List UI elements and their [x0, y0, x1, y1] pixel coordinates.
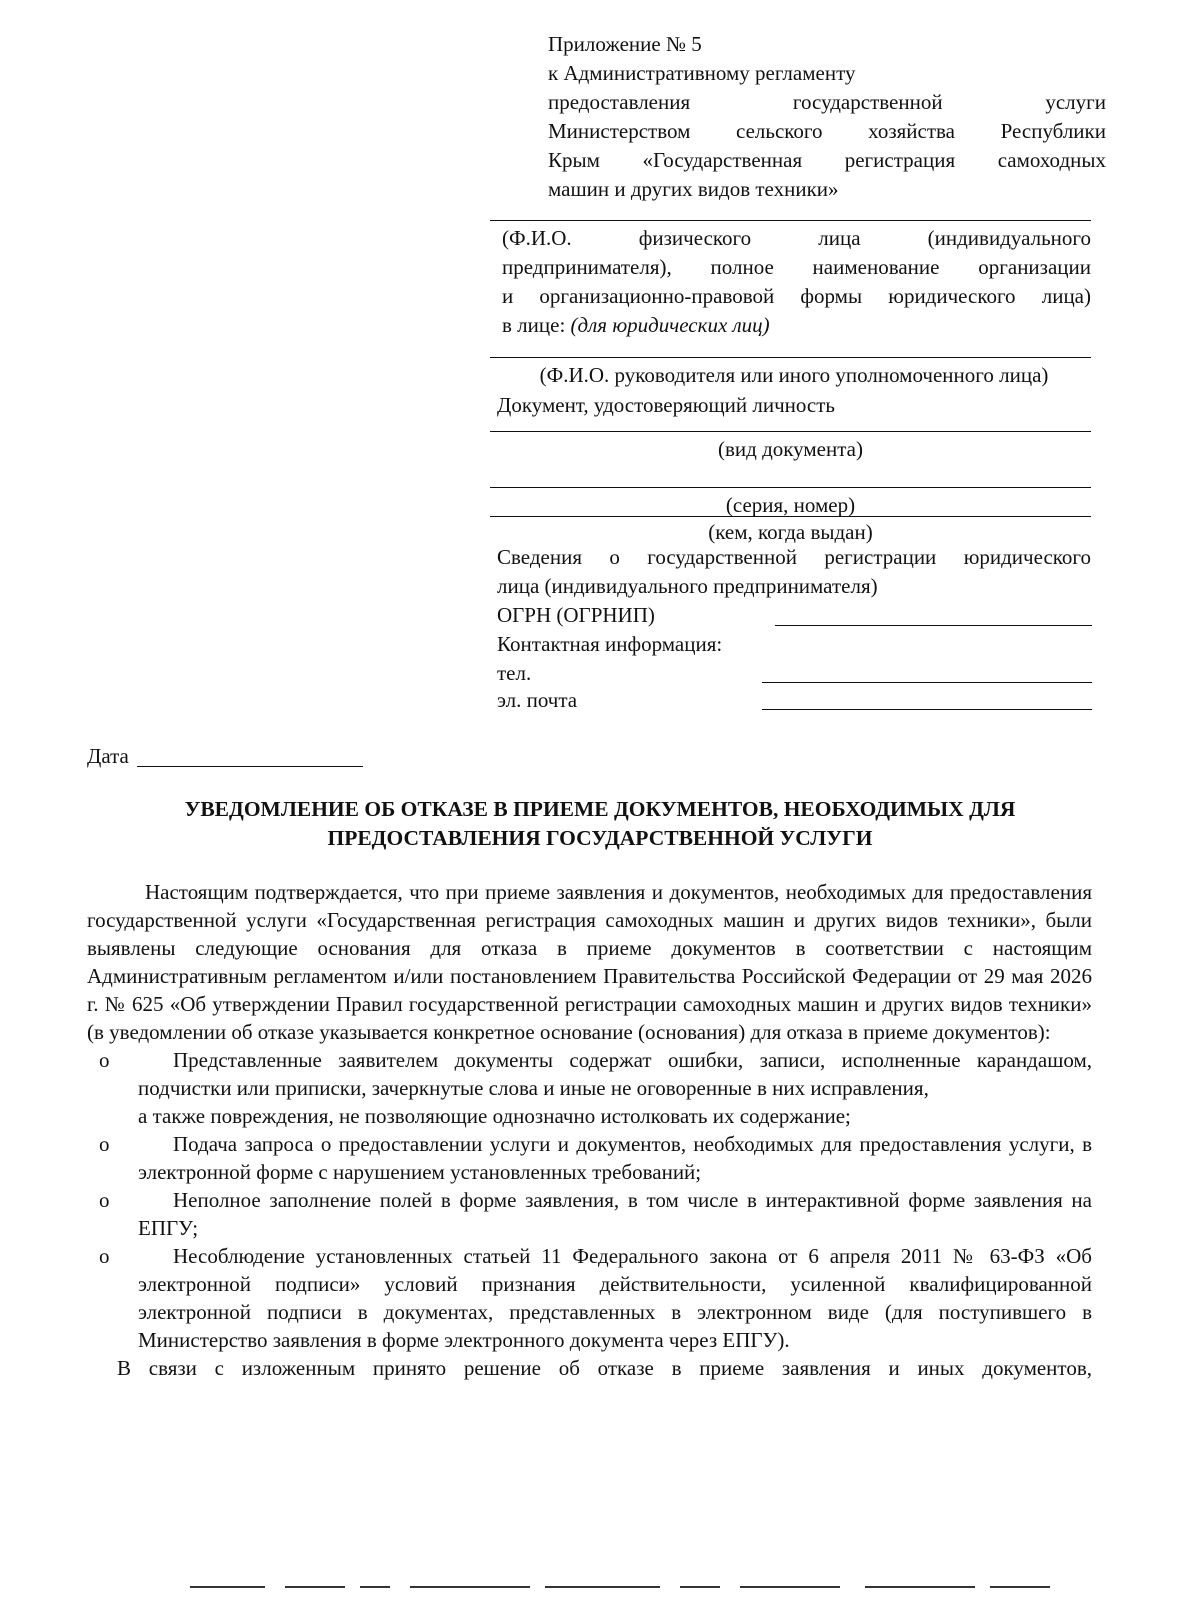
registration-info [497, 543, 1091, 601]
head-fio-line[interactable] [490, 357, 1091, 358]
notice-title [60, 795, 1140, 853]
reg-info-line: Сведения о государственной регистрации юридического [497, 545, 1091, 569]
cutoff-line [285, 1586, 345, 1588]
applicant-fio-caption [502, 224, 1091, 340]
head-fio-block [497, 360, 1091, 420]
reason-continuation: а также повреждения, не позволяющие однозначно истолковать их содержание; [138, 1104, 851, 1128]
title-line-2: ПРЕДОСТАВЛЕНИЯ ГОСУДАРСТВЕННОЙ УСЛУГИ [327, 826, 873, 850]
series-number-caption: (серия, номер) [725, 493, 856, 517]
ogrn-label: ОГРН (ОГРНИП) [497, 603, 655, 627]
refusal-reason [87, 1046, 1092, 1130]
final-paragraph: В связи с изложенным принято решение об отказе в приеме заявления и иных документов, [117, 1356, 1092, 1380]
phone-field[interactable] [762, 682, 1092, 683]
in-person-label: в лице: [502, 313, 571, 337]
appendix-line: машин и других видов техники» [548, 177, 839, 201]
cutoff-line [990, 1586, 1050, 1588]
reg-info-line: лица (индивидуального предпринимателя) [497, 574, 878, 598]
bullet: o [99, 1244, 110, 1268]
date-label: Дата [87, 744, 129, 768]
cutoff-line [545, 1586, 660, 1588]
cutoff-line [190, 1586, 265, 1588]
appendix-line: предоставления государственной услуги [548, 90, 1106, 114]
bullet: o [99, 1132, 110, 1156]
id-document-label: Документ, удостоверяющий личность [497, 393, 835, 417]
cutoff-line [680, 1586, 720, 1588]
appendix-header [548, 30, 1106, 204]
bullet: o [99, 1048, 110, 1072]
doc-type-line[interactable] [490, 431, 1091, 432]
appendix-line: к Административному регламенту [548, 61, 856, 85]
applicant-name-line[interactable] [490, 220, 1091, 221]
intro-paragraph: Настоящим подтверждается, что при приеме заявления и документов, необходимых для предоставления государственной услуги «Государственная регистрация самоходных машин и других видов техники», были выявлены следующие основания для отказа в приеме документов в соответствии с настоящим Административным регламентом и/или постановлением Правительства Российской Федерации от 29 мая 2026 г. № 625 «Об утверждении Правил государственной регистрации самоходных машин и других видов техники» (в уведомлении об отказе указывается конкретное основание (основания) для отказа в приеме документов): [87, 880, 1092, 1044]
refusal-reason [87, 1186, 1092, 1242]
in-person-note: (для юридических лиц) [570, 313, 770, 337]
refusal-reason [87, 1242, 1092, 1354]
cutoff-line [410, 1586, 530, 1588]
contact-label: Контактная информация: [497, 632, 723, 656]
fio-caption-line: (Ф.И.О. физического лица (индивидуального [502, 226, 1091, 250]
email-field[interactable] [762, 709, 1092, 710]
reason-text: Неполное заполнение полей в форме заявления, в том числе в интерактивной форме заявления на ЕПГУ; [138, 1188, 1092, 1240]
in-person-line [502, 311, 1091, 340]
doc-type-caption: (вид документа) [718, 437, 863, 461]
reason-text: Представленные заявителем документы содержат ошибки, записи, исполненные карандашом, подчистки или приписки, зачеркнутые слова и иные не оговоренные в них исправления, [138, 1048, 1092, 1100]
reason-text: Несоблюдение установленных статьей 11 Федерального закона от 6 апреля 2011 № 63-ФЗ «Об электронной подписи» условий признания действительности, усиленной квалифицированной электронной подписи в документах, представленных в электронном виде (для поступившего в Министерство заявления в форме электронного документа через ЕПГУ). [138, 1244, 1092, 1352]
refusal-reasons-list [87, 1046, 1092, 1354]
bullet: o [99, 1188, 110, 1212]
notice-body [87, 878, 1092, 1382]
date-field[interactable] [137, 766, 363, 767]
series-number-line[interactable] [490, 487, 1091, 488]
refusal-reason [87, 1130, 1092, 1186]
title-line-1: УВЕДОМЛЕНИЕ ОБ ОТКАЗЕ В ПРИЕМЕ ДОКУМЕНТОВ, НЕОБХОДИМЫХ ДЛЯ [184, 797, 1016, 821]
cutoff-line [740, 1586, 840, 1588]
reason-text: Подача запроса о предоставлении услуги и документов, необходимых для предоставления услуги, в электронной форме с нарушением установленных требований; [138, 1132, 1092, 1184]
fio-caption-line: и организационно-правовой формы юридического лица) [502, 284, 1091, 308]
phone-label: тел. [497, 661, 532, 685]
cutoff-line [360, 1586, 390, 1588]
fio-caption-line: предпринимателя), полное наименование организации [502, 255, 1091, 279]
cutoff-line [865, 1586, 975, 1588]
issued-by-caption: (кем, когда выдан) [708, 520, 873, 544]
ogrn-field[interactable] [775, 625, 1092, 626]
head-fio-caption: (Ф.И.О. руководителя или иного уполномоченного лица) [539, 363, 1049, 387]
issued-by-line[interactable] [490, 516, 1091, 517]
email-label: эл. почта [497, 688, 578, 712]
appendix-line: Крым «Государственная регистрация самоходных [548, 148, 1106, 172]
appendix-line: Приложение № 5 [548, 32, 702, 56]
appendix-line: Министерством сельского хозяйства Республики [548, 119, 1106, 143]
